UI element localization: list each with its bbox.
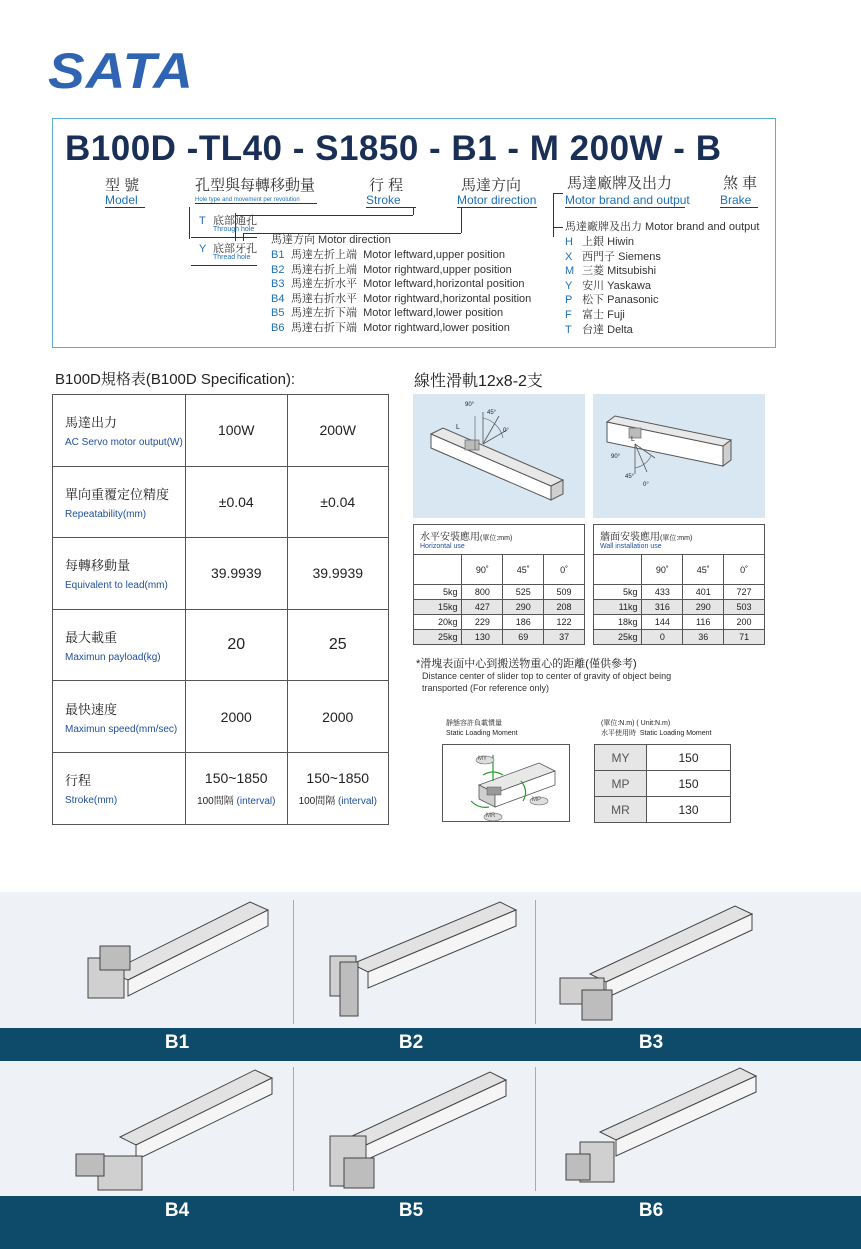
wall-table-title: 牆面安裝應用(單位:mm) Wall installation use [593,524,765,554]
connector-line [191,237,257,238]
spec-row: 馬達出力 AC Servo motor output(W) 100W 200W [53,395,389,467]
brand-list [565,235,661,337]
brand-item: M 三菱 Mitsubishi [565,265,657,278]
direction-item: B6 馬達右折下端 Motor rightward,lower position [271,321,510,334]
variant-label-b4: B4 [164,1200,190,1221]
variant-label-b3: B3 [638,1032,664,1053]
direction-list [271,248,531,336]
brand-item: Y 安川 Yaskawa [565,279,651,292]
connector-line [553,227,563,228]
moment-table: MY 150 MP 150 MR 130 [594,744,731,823]
actuator-b1 [88,902,268,998]
horizontal-load-table: 90˚ 45˚ 0˚ 5kg 800 525 509 15kg 427 290 208 20kg 229 186 122 25kg 130 69 37 [413,554,585,645]
spec-row: 最快速度 Maximun speed(mm/sec) 2000 2000 [53,681,389,753]
sata-logo: SATA [48,43,194,99]
label-direction-en: Motor direction [457,193,537,207]
wall-load-table: 90˚ 45˚ 0˚ 5kg 433 401 727 11kg 316 290 503 18kg 144 116 200 25kg 0 36 71 [593,554,765,645]
label-direction-zh: 馬達方向 [461,177,522,194]
length-label: L [456,424,460,431]
brand-item: H 上銀 Hiwin [565,236,635,248]
direction-item: B4 馬達右折水平 Motor rightward,horizontal position [271,292,532,305]
rail-title: 線性滑軌12x8-2支 [414,373,543,390]
spec-row: 最大載重 Maximun payload(kg) 20 25 [53,609,389,681]
actuator-b2 [330,902,516,1016]
direction-header: 馬達方向 Motor direction [271,234,391,246]
connector-line [553,195,554,227]
horizontal-diagram [413,394,585,518]
brand-item: T 台達 Delta [565,323,633,336]
spec-title: B100D規格表(B100D Specification): [55,371,296,388]
connector-line [553,193,563,194]
length-label: L [631,436,635,443]
moment-label-mp: MP [532,797,541,803]
model-code-box [52,118,776,348]
variant-label-b6: B6 [638,1200,664,1221]
angle-label: 0° [643,482,649,488]
moment-left-title: 靜態容許負載慣量 Static Loading Moment [446,720,518,737]
direction-item: B2 馬達右折上端 Motor rightward,upper position [271,263,512,276]
label-brand-zh: 馬達廠牌及出力 [567,175,673,192]
spec-row: 行程 Stroke(mm) 150~1850 100間隔 (interval) 150~1850 100間隔 (interval) [53,752,389,824]
label-hole-zh: 孔型與每轉移動量 [195,177,316,194]
variant-band-bottom [0,1196,861,1249]
hole-type-y: Y 底部牙孔 Thread hole [199,243,257,261]
direction-item: B5 馬達左折下端 Motor leftward,lower position [271,307,504,320]
model-code: B100D -TL40 - S1850 - B1 - M 200W - B [65,129,722,168]
actuator-b3 [560,906,752,1020]
moment-label-mr: MR [486,813,496,819]
connector-line [413,207,414,215]
direction-item: B3 馬達左折水平 Motor leftward,horizontal position [271,278,525,291]
wall-diagram [593,394,765,518]
connector-line [191,265,257,266]
angle-label: 45° [625,474,635,480]
label-stroke-en: Stroke [366,193,416,208]
spec-row: 每轉移動量 Equivalent to lead(mm) 39.9939 39.9939 [53,538,389,610]
moment-right-title: (單位:N.m) ( Unit:N.m) 水平使用時 Static Loading Moment [601,720,712,737]
label-model-zh: 型 號 [105,177,140,194]
label-stroke-zh: 行 程 [369,177,404,194]
variant-label-b5: B5 [398,1200,424,1221]
angle-label: 45° [487,410,497,416]
actuator-b5 [330,1072,506,1188]
actuator-b4 [76,1070,272,1190]
label-model-en: Model [105,193,145,208]
connector-line [235,215,413,216]
moment-diagram [442,744,570,822]
brand-item: P 松下 Panasonic [565,294,659,307]
reference-note: *滑塊表面中心到搬送物重心的距離(僅供參考) Distance center of slider top to center of gravity of object being transported (For reference only) [416,658,672,693]
brand-item: X 西門子 Siemens [565,250,661,263]
label-brake-zh: 煞 車 [723,175,758,192]
label-brand-en: Motor brand and output [565,193,690,207]
variant-band-top [0,1028,861,1061]
spec-row: 單向重覆定位精度 Repeatability(mm) ±0.04 ±0.04 [53,466,389,538]
label-hole-en: Hole type and movement per revolution [195,197,317,204]
horizontal-table-title: 水平安裝應用(單位:mm) Horizontal use [413,524,585,554]
moment-drawing [443,745,571,823]
connector-line [189,207,190,239]
spec-table [52,394,389,825]
direction-item: B1 馬達左折上端 Motor leftward,upper position [271,249,505,261]
brand-item: F 富士 Fuji [565,308,625,321]
moment-label-my: MY [478,756,487,762]
connector-line [461,207,462,233]
label-brake-en: Brake [720,193,758,208]
variant-label-b1: B1 [164,1032,190,1053]
variant-label-b2: B2 [398,1032,424,1053]
horizontal-rail-drawing [413,394,585,518]
angle-label: 90° [465,402,475,408]
angle-label: 0° [503,428,509,434]
hole-type-t: T 底部通孔 Through hole [199,215,257,233]
angle-label: 90° [611,454,621,460]
actuator-b6 [566,1068,756,1182]
brand-header: 馬達廠牌及出力 Motor brand and output [565,221,760,233]
